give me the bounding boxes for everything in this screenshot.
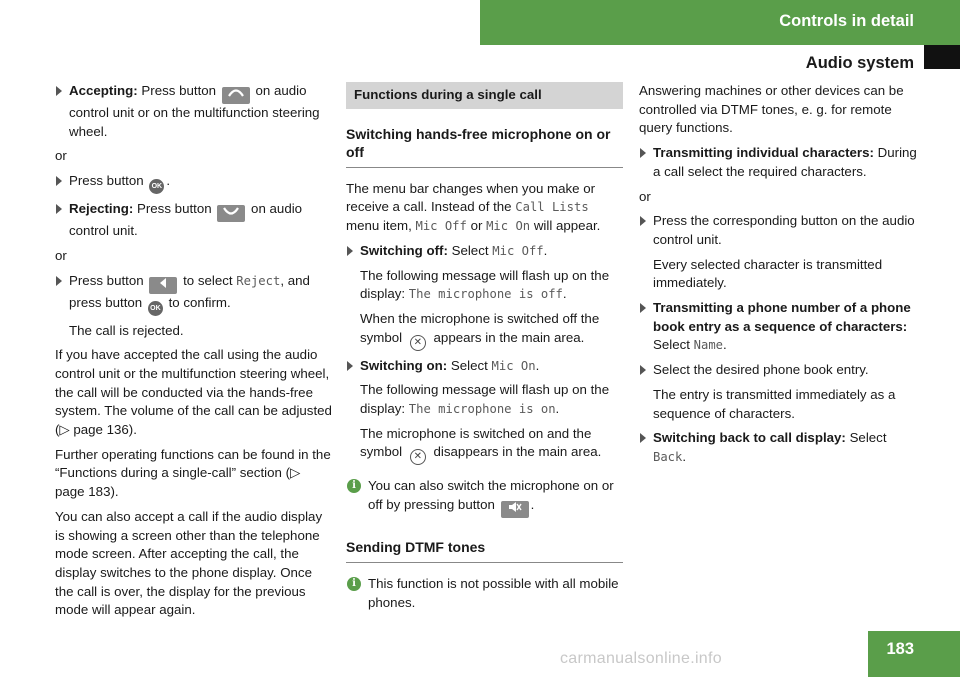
left-arrow-button-icon: [149, 277, 177, 294]
accepting-step: Accepting: Press button on audio control unit or on the multifunction steering wheel.: [55, 82, 332, 141]
paragraph: You can also accept a call if the audio display is showing a screen other than the telephone mode screen. After accepting the call, the display switches to the phone display. Once the call is over, the display for the previous mode will appear again.: [55, 508, 323, 618]
info-note: i You can also switch the microphone on or off by pressing button .: [346, 477, 623, 518]
result-text: The entry is transmitted immediately as a sequence of characters.: [653, 386, 896, 421]
chapter-header: [480, 0, 960, 45]
info-note: i This function is not possible with all mobile phones.: [346, 575, 623, 612]
switching-off-step: Switching off: Select Mic Off.: [346, 242, 623, 261]
paragraph: Further operating functions can be found in the “Functions during a single-call” section (▷ page 183).: [55, 446, 331, 500]
paragraph: If you have accepted the call using the audio control unit or the multifunction steering wheel, the call will be conducted via the hands-free system. The volume of the call can be adjusted (▷ page 136).: [55, 347, 332, 438]
section-marker: [924, 45, 960, 69]
or-text: or: [55, 247, 67, 263]
select-reject-step: Press button to select Reject, and press button OK to confirm.: [55, 272, 332, 316]
symbol-text: When the microphone is switched off the symbol ✕ appears in the main area.: [346, 310, 623, 351]
watermark: carmanualsonline.info: [560, 650, 722, 667]
switch-back-step: Switching back to call display: Select Back.: [639, 429, 919, 466]
page-number: 183: [886, 640, 914, 658]
message-text: The following message will flash up on the display: The microphone is on.: [360, 382, 610, 417]
subheading-microphone: Switching hands-free microphone on or off: [346, 125, 623, 168]
ok-button-icon: OK: [149, 179, 164, 194]
result-text: The call is rejected.: [69, 322, 184, 338]
column-3: [639, 82, 919, 473]
transmit-characters-step: Transmitting individual characters: During a call select the required characters.: [639, 144, 919, 181]
transmit-phonebook-step: Transmitting a phone number of a phone book entry as a sequence of characters: Select Name.: [639, 299, 919, 355]
rejecting-step: Rejecting: Press button on audio control unit.: [55, 200, 332, 241]
press-button-step: Press the corresponding button on the audio control unit.: [639, 212, 919, 249]
switching-on-step: Switching on: Select Mic On.: [346, 357, 623, 376]
column-2: [346, 82, 623, 633]
paragraph: The menu bar changes when you make or receive a call. Instead of the Call Lists menu item, Mic Off or Mic On will appear.: [346, 180, 601, 234]
info-icon: i: [347, 577, 361, 591]
select-entry-step: Select the desired phone book entry.: [639, 361, 919, 380]
symbol-text: The microphone is switched on and the symbol ✕ disappears in the main area.: [346, 425, 623, 466]
section-title: Audio system: [805, 54, 914, 72]
ok-button-icon: OK: [148, 301, 163, 316]
paragraph: Answering machines or other devices can be controlled via DTMF tones, e. g. for remote query functions.: [639, 83, 904, 136]
mute-button-icon: [501, 501, 529, 518]
result-text: Every selected character is transmitted immediately.: [653, 256, 883, 291]
subheading-dtmf: Sending DTMF tones: [346, 538, 623, 563]
phone-pickup-icon: [222, 87, 250, 104]
page-number-tab: [868, 631, 960, 677]
column-1: [55, 82, 332, 626]
message-text: The following message will flash up on the display: The microphone is off.: [360, 267, 610, 302]
mic-off-symbol-icon: ✕: [410, 335, 426, 351]
mic-off-symbol-icon: ✕: [410, 449, 426, 465]
press-ok-step: Press button OK .: [55, 172, 332, 194]
phone-hangup-icon: [217, 205, 245, 222]
info-icon: i: [347, 479, 361, 493]
or-text: or: [639, 188, 651, 204]
section-bar: Functions during a single call: [346, 82, 623, 109]
chapter-title: Controls in detail: [779, 12, 914, 30]
or-text: or: [55, 148, 67, 164]
